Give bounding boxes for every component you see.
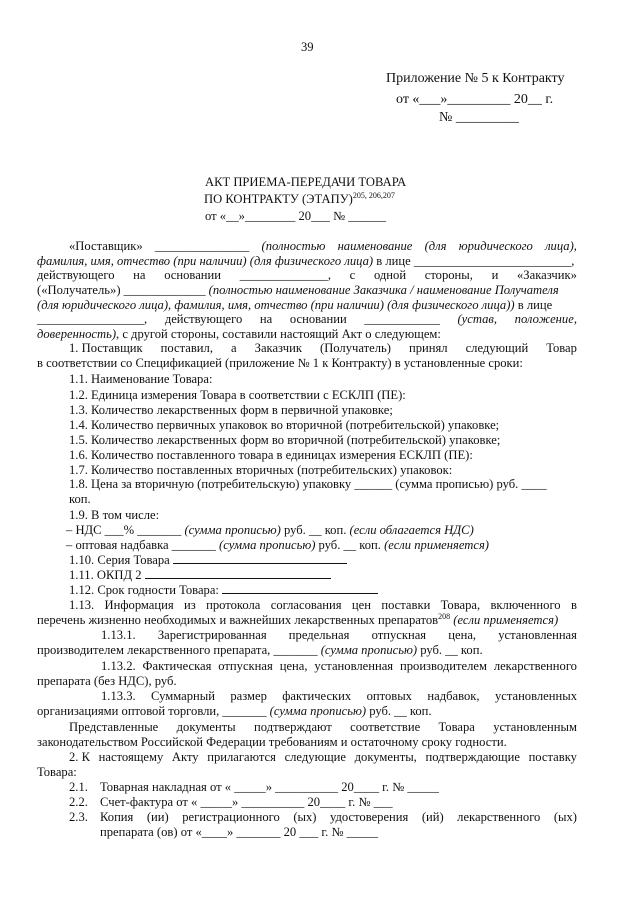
item-1-line-2: в соответствии со Спецификацией (приложение № 1 к Контракту) в установленные сроки:: [37, 356, 523, 370]
markup-line: [66, 538, 489, 553]
item-1-13-line-2: [37, 613, 558, 628]
vat-b: (сумма прописью): [184, 523, 281, 537]
appendix-line-3: № _________: [439, 110, 519, 125]
word: (ий): [421, 810, 444, 824]
intro-line-6: [37, 312, 577, 327]
item-2-1-text: Товарная накладная от « _____» __________ 20____ г. № _____: [100, 780, 439, 794]
blank-line: [222, 582, 378, 594]
intro-line-7: [37, 327, 441, 342]
appendix-line-2: от «___»_________ 20__ г.: [396, 92, 554, 107]
statement-line-2: законодательством Российской Федерации требованиям и остаточному сроку годности.: [37, 735, 507, 749]
intro-line-4-a: («Получатель») _____________: [37, 283, 206, 297]
item-1-5: 1.5. Количество лекарственных форм во вторичной (потребительской) упаковке;: [69, 433, 501, 447]
word: 2. К: [69, 750, 90, 764]
word: действующего: [37, 268, 115, 282]
word: стороны,: [424, 268, 473, 282]
word: следующий: [465, 341, 529, 355]
word: на: [259, 312, 273, 326]
word: Информация: [104, 598, 174, 612]
item-2-line-2: Товара:: [37, 765, 77, 779]
item-1-1: 1.1. Наименование Товара:: [69, 372, 213, 386]
part: (сумма прописью): [320, 643, 418, 657]
intro-line-2-rest: в лице _________________________,: [376, 254, 575, 268]
item-1-7: 1.7. Количество поставленных вторичных (потребительских) упаковок:: [69, 463, 453, 477]
part: руб. __ коп.: [420, 643, 483, 657]
word: 1.13.2.: [101, 659, 136, 673]
act-title: АКТ ПРИЕМА-ПЕРЕДАЧИ ТОВАРА: [205, 175, 407, 189]
word: основании: [164, 268, 222, 282]
word: наименование: [337, 239, 413, 253]
markup-d: (если применяется): [384, 538, 489, 552]
item-1-9: 1.9. В том числе:: [69, 508, 160, 522]
blank: _________________,: [37, 312, 148, 326]
word: оптовых: [366, 689, 412, 703]
item-1-line-1: [69, 341, 577, 356]
item-1-10-label: 1.10. Серия Товара: [69, 553, 170, 567]
word: цена,: [279, 659, 308, 673]
word: цена,: [448, 628, 477, 642]
word: поставку: [528, 750, 577, 764]
item-1-12-label: 1.12. Срок годности Товара:: [69, 583, 219, 597]
word: на: [133, 268, 146, 282]
word: и: [491, 268, 499, 282]
word: соответствие: [350, 720, 421, 734]
word: документы: [176, 720, 236, 734]
word: отпускная: [371, 628, 427, 642]
item-2-2-num: 2.2.: [69, 795, 88, 809]
item-1-13-3-line-1: [101, 689, 577, 704]
word: подтверждающие: [425, 750, 520, 764]
intro-line-1: [69, 239, 577, 254]
intro-line-7-rest: , с другой стороны, составили настоящий Акт о следующем:: [116, 327, 441, 341]
intro-line-4-b: (полностью наименование Заказчика / наименование Получателя: [208, 283, 559, 297]
word: (ии): [146, 810, 169, 824]
item-1-3: 1.3. Количество лекарственных форм в первичной упаковке;: [69, 403, 393, 417]
intro-line-3: [37, 268, 577, 283]
part: организациями оптовой торговли, _______: [37, 704, 267, 718]
word: одной: [373, 268, 407, 282]
act-subtitle-text: ПО КОНТРАКТУ (ЭТАПУ): [204, 192, 353, 206]
word: поставки: [381, 598, 431, 612]
word: 1.13.1.: [101, 628, 136, 642]
word: (ых): [293, 810, 317, 824]
act-subtitle-footnotes: 205, 206,207: [352, 190, 395, 200]
word: Заказчик: [254, 341, 302, 355]
item-1-13-line-1: [69, 598, 577, 613]
intro-line-4: [37, 283, 559, 298]
word: Суммарный: [151, 689, 215, 703]
word: размер: [230, 689, 267, 703]
item-2-2-text: Счет-фактура от « _____» __________ 20____ г. № ___: [100, 795, 393, 809]
page-number: 39: [301, 40, 314, 54]
word: прилагаются: [207, 750, 276, 764]
word: документы,: [354, 750, 417, 764]
intro-line-7-italic: доверенность): [37, 327, 117, 341]
item-2-3-line-1: [100, 810, 577, 825]
markup-c: руб. __ коп.: [318, 538, 381, 552]
blank: ____________: [364, 312, 440, 326]
footnote-208: 208: [438, 611, 451, 621]
word: (устав,: [457, 312, 498, 326]
item-1-13-2-line-2: препарата (без НДС), руб.: [37, 674, 177, 688]
item-1-11: [69, 567, 331, 583]
word: настоящему: [98, 750, 164, 764]
markup-b: (сумма прописью): [219, 538, 316, 552]
word: (ых): [553, 810, 577, 824]
word: удостоверения: [329, 810, 409, 824]
statement-line-1: [69, 720, 577, 735]
word: «Поставщик»: [69, 239, 143, 253]
vat-d: (если облагается НДС): [349, 523, 474, 537]
word: Товара: [438, 720, 475, 734]
word: следующие: [284, 750, 346, 764]
blank: _______________: [154, 239, 250, 253]
word: 1.13.: [69, 598, 95, 612]
word: Акту: [171, 750, 199, 764]
word: с: [349, 268, 356, 282]
word: согласования: [270, 598, 342, 612]
word: Зарегистрированная: [157, 628, 267, 642]
item-1-13-1-line-2: [37, 643, 483, 658]
vat-line: [66, 523, 474, 538]
word: включенного: [490, 598, 561, 612]
word: подтверждают: [254, 720, 332, 734]
word: установленная: [498, 628, 577, 642]
item-1-8: 1.8. Цена за вторичную (потребительскую) упаковку ______ (сумма прописью) руб. ____: [69, 477, 547, 491]
word: Фактическая: [142, 659, 212, 673]
word: надбавок,: [427, 689, 480, 703]
word: лекарственного: [493, 659, 577, 673]
item-2-line-1: [69, 750, 577, 765]
word: установленных: [494, 689, 577, 703]
word: а: [231, 341, 237, 355]
item-1-13-line-2-a: перечень жизненно необходимых и важнейших лекарственных препаратов: [37, 613, 439, 627]
item-1-4: 1.4. Количество первичных упаковок во вторичной (потребительской) упаковке;: [69, 418, 500, 432]
word: (для: [424, 239, 447, 253]
intro-line-5-italic: (для юридического лица), фамилия, имя, отчество (при наличии) (для физического лица)): [37, 298, 515, 312]
word: 1.13.3.: [101, 689, 136, 703]
item-2-1-num: 2.1.: [69, 780, 88, 794]
appendix-line-1: Приложение № 5 к Контракту: [386, 71, 565, 86]
word: 1. Поставщик: [69, 341, 143, 355]
item-1-6: 1.6. Количество поставленного товара в единицах измерения ЕСКЛП (ПЕ):: [69, 448, 473, 462]
intro-line-2: [37, 254, 574, 269]
item-2-3-line-2: препарата (ов) от «____» _______ 20 ___ г. № _____: [100, 825, 379, 839]
word: поставил,: [160, 341, 213, 355]
part: руб. __ коп.: [369, 704, 432, 718]
word: принял: [408, 341, 448, 355]
word: (Получатель): [320, 341, 391, 355]
vat-a: – НДС ___% _______: [66, 523, 182, 537]
word: протокола: [206, 598, 261, 612]
word: в: [570, 598, 577, 612]
word: установленным: [493, 720, 577, 734]
item-1-13-3-line-2: [37, 704, 432, 719]
word: лица),: [545, 239, 577, 253]
markup-a: – оптовая надбавка _______: [66, 538, 216, 552]
word: отпускная: [218, 659, 273, 673]
blank: ______________,: [239, 268, 331, 282]
word: регистрационного: [182, 810, 280, 824]
word: действующего: [164, 312, 243, 326]
item-1-10: [69, 552, 347, 568]
part: (сумма прописью): [269, 704, 367, 718]
word: Представленные: [69, 720, 159, 734]
word: цен: [351, 598, 371, 612]
word: предельная: [288, 628, 350, 642]
item-1-8-cont: коп.: [69, 492, 91, 506]
word: Товара,: [440, 598, 481, 612]
item-1-13-1-line-1: [101, 628, 577, 643]
word: из: [184, 598, 196, 612]
item-1-11-label: 1.11. ОКПД 2: [69, 568, 142, 582]
item-2-3-num: 2.3.: [69, 810, 88, 824]
blank-line: [173, 552, 347, 564]
word: фактических: [282, 689, 352, 703]
intro-line-5: [37, 298, 552, 313]
word: производителем: [399, 659, 487, 673]
intro-line-2-italic: фамилия, имя, отчество (при наличии) (для физического лица): [37, 254, 374, 268]
item-1-13-2-line-1: [101, 659, 577, 674]
item-1-13-line-2-b: (если применяется): [453, 613, 559, 627]
word: положение,: [514, 312, 577, 326]
word: лекарственного: [457, 810, 541, 824]
vat-c: руб. __ коп.: [283, 523, 347, 537]
word: (полностью: [261, 239, 326, 253]
part: производителем лекарственного препарата, _______: [37, 643, 318, 657]
item-1-12: [69, 582, 378, 598]
act-date-line: от «__»________ 20___ № ______: [205, 209, 387, 223]
item-1-2: 1.2. Единица измерения Товара в соответствии с ЕСКЛП (ПЕ):: [69, 388, 406, 402]
word: основании: [289, 312, 347, 326]
blank-line: [145, 567, 331, 579]
word: юридического: [458, 239, 533, 253]
word: «Заказчик»: [517, 268, 577, 282]
intro-line-5-rest: в лице: [517, 298, 553, 312]
word: установленная: [314, 659, 394, 673]
word: Товар: [546, 341, 577, 355]
act-subtitle: [204, 192, 395, 207]
word: Копия: [100, 810, 134, 824]
